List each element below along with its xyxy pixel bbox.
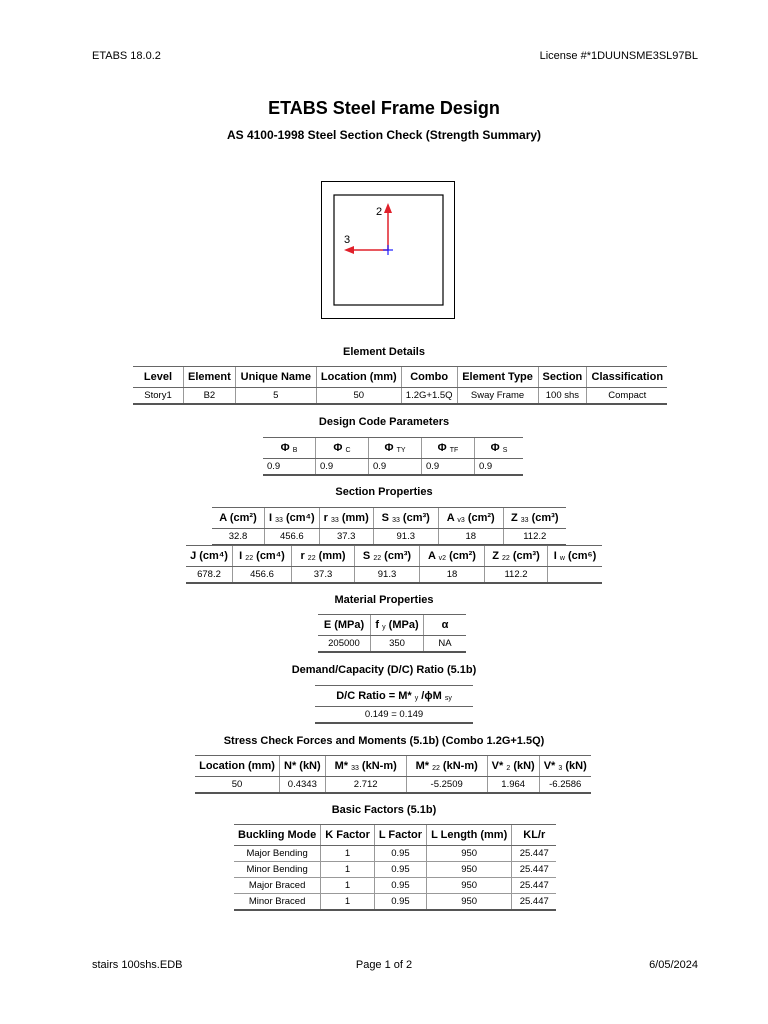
dc-ratio-table — [315, 685, 473, 724]
report-subtitle: AS 4100-1998 Steel Section Check (Strength Summary) — [226, 128, 542, 142]
cell: 0.9 — [422, 459, 475, 476]
cell: 0.95 — [374, 846, 426, 862]
axis-3-arrow-icon — [344, 246, 354, 254]
cell — [548, 567, 603, 584]
cell: 2.712 — [325, 777, 406, 794]
cell: 112.2 — [485, 567, 548, 584]
cell: 50 — [195, 777, 280, 794]
col-phi-ty — [369, 438, 422, 459]
cell: 456.6 — [265, 529, 320, 546]
table-row — [234, 862, 556, 878]
cell: 0.9 — [475, 459, 524, 476]
phi-sub: TF — [449, 447, 459, 454]
stress-check-table — [195, 755, 591, 794]
dc-ratio-formula: D/C Ratio = M* $_y$ /ϕM $_{sy}$ — [315, 686, 473, 707]
footer-date: 6/05/2024 — [649, 959, 698, 971]
col-phi-c — [316, 438, 369, 459]
col-r33: r $_{33}$ (mm) — [319, 508, 373, 529]
col-l-factor: L Factor — [374, 825, 426, 846]
table-row — [195, 777, 591, 794]
table-header-row — [263, 438, 523, 459]
cell: 0.4343 — [280, 777, 326, 794]
col-v3: V* $_3$ (kN) — [539, 756, 591, 777]
col-fy — [371, 615, 424, 636]
cell: 25.447 — [512, 878, 557, 894]
axis-3-label: 3 — [344, 234, 351, 246]
phi-sub: TY — [396, 447, 406, 454]
table-header-row — [195, 756, 591, 777]
cell: 0.95 — [374, 894, 426, 911]
col-alpha: α — [424, 615, 467, 636]
col-k-factor: K Factor — [321, 825, 375, 846]
col-phi-s — [475, 438, 524, 459]
cell: 950 — [427, 894, 512, 911]
table-header-row — [133, 367, 667, 388]
phi-symbol: Φ — [384, 442, 394, 454]
cell: 1 — [321, 846, 375, 862]
cell: B2 — [184, 388, 236, 405]
cell: 91.3 — [355, 567, 420, 584]
table-header-row — [186, 546, 602, 567]
col-location: Location (mm) — [195, 756, 280, 777]
section-props-table-1 — [212, 507, 566, 546]
table-row — [263, 459, 523, 476]
col-kl-r: KL/r — [512, 825, 557, 846]
col-l-length: L Length (mm) — [427, 825, 512, 846]
cell: 950 — [427, 846, 512, 862]
phi-sub: S — [502, 447, 508, 454]
col-element: Element — [184, 367, 236, 388]
cell: 0.9 — [263, 459, 316, 476]
table-row — [315, 707, 473, 724]
material-table — [318, 614, 466, 653]
table-row — [234, 878, 556, 894]
basic-factors-table — [234, 824, 556, 911]
cell: Story1 — [133, 388, 184, 405]
cell: 1.2G+1.5Q — [401, 388, 457, 405]
cell: 350 — [371, 636, 424, 653]
col-s33: S $_{33}$ (cm³) — [373, 508, 438, 529]
col-unique-name: Unique Name — [235, 367, 316, 388]
col-i33: I $_{33}$ (cm⁴) — [265, 508, 320, 529]
table-row — [234, 894, 556, 911]
cell: Minor Bending — [234, 862, 321, 878]
cell: 0.95 — [374, 862, 426, 878]
cell: 678.2 — [186, 567, 233, 584]
cell: 37.3 — [319, 529, 373, 546]
table-row — [318, 636, 466, 653]
cell: 1 — [321, 894, 375, 911]
element-details-title: Element Details — [343, 346, 425, 358]
col-level: Level — [133, 367, 184, 388]
cell: 18 — [420, 567, 485, 584]
col-m33: M* $_{33}$ (kN-m) — [325, 756, 406, 777]
cell: -5.2509 — [406, 777, 487, 794]
cell: 950 — [427, 878, 512, 894]
col-s22: S $_{22}$ (cm³) — [355, 546, 420, 567]
col-area: A (cm²) — [212, 508, 265, 529]
fy-sub: y — [382, 624, 386, 631]
col-combo: Combo — [401, 367, 457, 388]
phi-sub: B — [292, 447, 298, 454]
cell: 25.447 — [512, 894, 557, 911]
col-z33: Z $_{33}$ (cm³) — [503, 508, 566, 529]
cell: 25.447 — [512, 862, 557, 878]
cell: -6.2586 — [539, 777, 591, 794]
table-header-row — [318, 615, 466, 636]
col-j: J (cm⁴) — [186, 546, 233, 567]
section-diagram — [321, 181, 455, 319]
cell: 1.964 — [487, 777, 539, 794]
col-i22: I $_{22}$ (cm⁴) — [233, 546, 292, 567]
material-title: Material Properties — [334, 594, 434, 606]
cell: 91.3 — [373, 529, 438, 546]
col-element-type: Element Type — [457, 367, 538, 388]
cell: 0.9 — [369, 459, 422, 476]
section-props-table-2 — [186, 545, 602, 584]
col-location: Location (mm) — [316, 367, 401, 388]
table-header-row — [234, 825, 556, 846]
cell: 100 shs — [538, 388, 587, 405]
col-av2: A $_{v2}$ (cm²) — [420, 546, 485, 567]
design-code-table — [263, 437, 523, 476]
cell: 950 — [427, 862, 512, 878]
cell: 0.95 — [374, 878, 426, 894]
cell: 112.2 — [503, 529, 566, 546]
section-props-title: Section Properties — [335, 486, 433, 498]
cell: 1 — [321, 878, 375, 894]
col-phi-tf — [422, 438, 475, 459]
header-license: License #*1DUUNSME3SL97BL — [539, 50, 698, 62]
element-details-table — [133, 366, 667, 405]
col-phi-b — [263, 438, 316, 459]
design-code-title: Design Code Parameters — [318, 416, 450, 428]
cell: Minor Braced — [234, 894, 321, 911]
col-n: N* (kN) — [280, 756, 326, 777]
stress-check-title: Stress Check Forces and Moments (5.1b) (Combo 1.2G+1.5Q) — [223, 735, 545, 747]
table-row — [186, 567, 602, 584]
col-iw: I $_w$ (cm⁶) — [548, 546, 603, 567]
col-z22: Z $_{22}$ (cm³) — [485, 546, 548, 567]
cell: 50 — [316, 388, 401, 405]
phi-symbol: Φ — [280, 442, 290, 454]
col-av3: A $_{v3}$ (cm²) — [438, 508, 503, 529]
table-row — [234, 846, 556, 862]
table-header-row — [212, 508, 566, 529]
dc-ratio-title: Demand/Capacity (D/C) Ratio (5.1b) — [291, 664, 477, 676]
basic-factors-title: Basic Factors (5.1b) — [331, 804, 437, 816]
fy-symbol: f — [375, 619, 380, 631]
table-row — [133, 388, 667, 405]
cell: 1 — [321, 862, 375, 878]
cell: NA — [424, 636, 467, 653]
header-program: ETABS 18.0.2 — [92, 50, 161, 62]
col-e: E (MPa) — [318, 615, 371, 636]
table-row — [212, 529, 566, 546]
cell: 205000 — [318, 636, 371, 653]
phi-symbol: Φ — [490, 442, 500, 454]
table-header-row — [315, 686, 473, 707]
axis-2-arrow-icon — [384, 203, 392, 213]
cell: 18 — [438, 529, 503, 546]
cell: 37.3 — [292, 567, 355, 584]
cell: 0.9 — [316, 459, 369, 476]
col-buckling-mode: Buckling Mode — [234, 825, 321, 846]
dc-ratio-value: 0.149 = 0.149 — [315, 707, 473, 724]
cell: 456.6 — [233, 567, 292, 584]
cell: 32.8 — [212, 529, 265, 546]
phi-symbol: Φ — [437, 442, 447, 454]
col-section: Section — [538, 367, 587, 388]
cell: Sway Frame — [457, 388, 538, 405]
cell: 5 — [235, 388, 316, 405]
col-r22: r $_{22}$ (mm) — [292, 546, 355, 567]
footer-page: Page 1 of 2 — [355, 959, 413, 971]
section-shape-svg — [322, 182, 456, 320]
cell: 25.447 — [512, 846, 557, 862]
phi-sub: C — [345, 447, 351, 454]
cell: Compact — [587, 388, 668, 405]
cell: Major Bending — [234, 846, 321, 862]
fy-unit: (MPa) — [385, 619, 419, 631]
report-title: ETABS Steel Frame Design — [268, 98, 500, 118]
cell: Major Braced — [234, 878, 321, 894]
col-m22: M* $_{22}$ (kN-m) — [406, 756, 487, 777]
axis-2-label: 2 — [376, 206, 383, 218]
footer-filename: stairs 100shs.EDB — [92, 959, 183, 971]
col-classification: Classification — [587, 367, 668, 388]
phi-symbol: Φ — [333, 442, 343, 454]
col-v2: V* $_2$ (kN) — [487, 756, 539, 777]
